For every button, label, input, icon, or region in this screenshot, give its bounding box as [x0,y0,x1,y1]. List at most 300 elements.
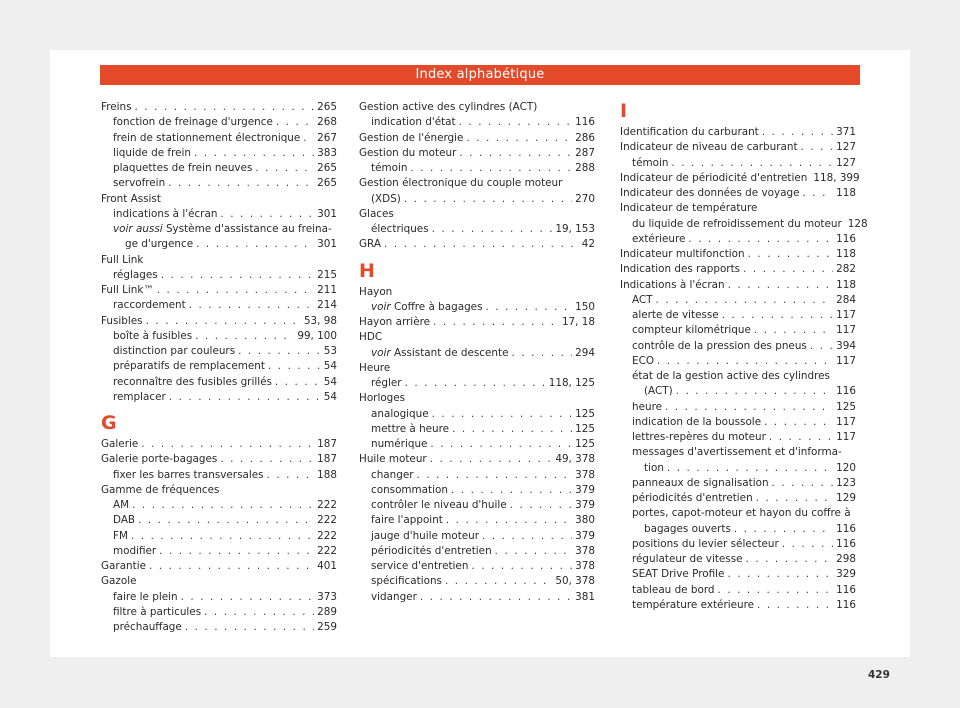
index-entry-term [101,484,219,496]
index-entry-term [113,268,158,283]
index-entry-text: Hayon arrière [359,316,431,328]
index-entry-text: Huile moteur [359,453,427,466]
dot-leader [810,339,833,354]
index-entry-page: 383 [317,146,337,159]
dot-leader [181,590,315,605]
index-entry [101,483,337,498]
index-entry-text: Indications à l'écran [620,278,725,291]
index-entry-text: AM [113,499,130,511]
index-entry-term [113,329,192,344]
index-entry-text: témoin [632,156,669,169]
index-entry [359,346,595,361]
index-entry-term [113,344,235,359]
index-entry [359,192,595,207]
dot-leader [267,468,315,483]
index-entry [620,537,856,552]
dot-leader [189,298,314,313]
index-entry-text: périodicités d'entretien [632,492,753,504]
index-entry-text: frein de stationnement électronique [113,131,301,144]
index-entry-text: Indicateur des données de voyage [620,187,800,199]
index-column-2 [359,100,595,605]
index-entry [101,268,337,283]
index-entry-page: 123 [836,476,856,489]
index-entry-term [101,100,132,115]
index-entry [359,483,595,498]
index-entry-term [632,232,685,247]
index-entry-page: 222 [317,499,337,511]
index-entry-term [359,131,463,146]
index-entry-term [632,308,719,323]
index-entry-text: DAB [113,514,136,527]
index-entry-term [632,476,769,491]
index-entry-text: Galerie porte-bagages [101,453,218,466]
index-entry-term [113,298,186,313]
index-entry-text: Système d'assistance au freina- [162,223,332,235]
index-entry-term [113,146,191,161]
index-entry-term [371,407,429,422]
index-entry [359,513,595,528]
index-entry-page: 116 [836,598,856,611]
index-entry-text: fixer les barres transversales [113,468,264,481]
dot-leader [727,567,833,582]
index-entry-text: boîte à fusibles [113,329,193,342]
index-entry [101,207,337,222]
index-entry-page: 187 [317,438,337,450]
index-entry-text: état de la gestion active des cylindres [632,370,830,382]
index-entry [620,140,856,155]
index-entry-text: ge d'urgence [125,238,194,251]
index-entry [620,461,856,476]
index-entry-term [644,384,673,399]
index-entry-page: 329 [836,568,856,581]
index-entry-term [113,620,182,635]
dot-leader [194,146,314,161]
dot-leader [482,529,572,544]
index-entry-text: Gamme de fréquences [101,483,220,496]
index-entry [101,375,337,390]
index-entry-term [359,286,392,298]
index-entry [101,283,337,298]
index-section-letter: H [359,259,375,282]
index-entry [359,498,595,513]
index-entry-page: 267 [317,131,337,144]
index-entry-term [113,468,264,483]
index-entry-page: 53, 98 [303,314,337,327]
dot-leader [748,247,834,262]
dot-leader [195,329,294,344]
index-entry [620,476,856,491]
index-entry-term [371,529,479,544]
index-entry [101,437,337,452]
index-entry-term [359,315,430,330]
dot-leader [756,491,834,506]
index-section-letter: I [620,100,628,122]
index-entry-text: indication de la boussole [632,415,762,428]
dot-leader [665,400,833,415]
index-entry-page: 401 [317,560,337,572]
index-entry-term [125,237,193,252]
index-entry-text: lettres-repères du moteur [632,431,766,443]
index-entry [359,315,595,330]
index-entry-page: 373 [317,590,337,603]
index-entry-term [371,115,456,130]
index-entry-page: 117 [836,354,856,367]
index-entry-term [101,283,154,298]
index-entry-page: 378 [575,544,595,557]
index-entry-term [620,247,745,262]
index-entry-page: 394 [836,339,856,352]
index-entry [620,186,856,201]
index-entry-text: Hayon [359,285,393,298]
dot-leader [802,186,833,201]
index-entry-page: 118, 399 [813,171,860,184]
index-entry-text: consommation [371,483,448,496]
index-entry-page: 17, 18 [561,316,595,328]
index-entry-term [371,483,448,498]
index-entry [620,552,856,567]
index-entry-term [632,552,743,567]
index-entry-term [632,370,830,382]
index-entry [359,559,595,574]
index-entry [101,605,337,620]
dot-leader [657,354,833,369]
index-entry-term [371,161,407,176]
index-entry-term [371,346,508,361]
dot-leader [782,537,833,552]
index-column-3 [620,100,868,613]
index-entry-text: Coffre à bagages [390,300,483,313]
index-entry-term [632,537,779,552]
index-entry-term [113,605,201,620]
index-entry-page: 116 [575,116,595,129]
dot-leader [430,437,572,452]
index-entry-page: 298 [836,553,856,565]
dot-leader [410,161,572,176]
dot-leader [238,344,321,359]
index-entry-page: 127 [836,156,856,169]
index-entry-term [113,131,300,146]
index-entry-page: 19, 153 [555,223,595,235]
index-entry-page: 116 [836,583,856,596]
index-entry [620,354,856,369]
dot-leader [417,468,573,483]
index-entry-text: vidanger [371,590,417,603]
index-entry-term [632,339,807,354]
index-entry-page: 54 [323,375,337,388]
dot-leader [204,605,314,620]
index-entry [620,339,856,354]
index-entry-text: (ACT) [644,385,673,398]
index-entry [359,115,595,130]
index-entry-page: 222 [317,514,337,527]
index-entry [101,314,337,329]
dot-leader [688,232,833,247]
index-entry [101,131,337,146]
index-entry [359,544,595,559]
index-entry-term [113,390,166,405]
index-entry-page: 117 [836,431,856,443]
index-entry [101,161,337,176]
index-entry [620,491,856,506]
index-entry [359,330,595,345]
index-entry-page: 116 [836,232,856,245]
index-entry-text: positions du levier sélecteur [632,537,779,550]
index-entry [359,407,595,422]
index-entry-text: portes, capot-moteur et hayon du coffre à [632,507,851,520]
dot-leader [157,283,314,298]
index-entry [620,415,856,430]
dot-leader [384,237,579,252]
index-entry [359,529,595,544]
index-entry-term [632,598,754,613]
index-entry [359,161,595,176]
index-entry-term [101,193,161,205]
index-entry-text: réglages [113,268,158,281]
index-entry-page: 117 [836,324,856,337]
dot-leader [772,476,834,491]
dot-leader [149,559,314,574]
index-entry-term [632,217,842,232]
index-entry-page: 53 [323,345,337,357]
index-entry [359,437,595,452]
dot-leader [451,483,572,498]
index-entry-term [371,376,402,391]
index-entry-text: modifier [113,544,157,557]
dot-leader [452,422,572,437]
index-entry [101,559,337,574]
index-entry-term [632,446,842,458]
index-entry [101,344,337,359]
index-entry [101,253,337,268]
see-also-label: voir aussi [113,223,163,235]
index-entry-text: Horloges [359,392,406,405]
index-entry-page: 270 [575,192,595,205]
dot-leader [196,237,314,252]
index-entry-text: du liquide de refroidissement du moteur [632,217,842,230]
index-entry-text: FM [113,529,128,542]
index-entry-text: Fusibles [101,314,143,327]
dot-leader [495,544,573,559]
index-entry [620,262,856,277]
dot-leader [445,574,552,589]
index-entry-text: préparatifs de remplacement [113,360,265,373]
index-entry-text: tion [644,461,664,474]
index-entry-page: 294 [575,346,595,359]
index-entry-page: 118, 125 [548,377,595,389]
index-entry-term [359,452,427,467]
index-entry-page: 215 [317,268,337,281]
index-entry [620,323,856,338]
dot-leader [185,620,314,635]
dot-leader [466,131,572,146]
dot-leader [275,375,321,390]
index-entry-term [620,186,799,201]
index-entry-text: liquide de frein [113,146,191,159]
index-entry-text: régler [371,377,402,389]
index-entry-text: heure [632,400,662,413]
index-entry [359,285,595,300]
index-entry-text: faire le plein [113,590,178,603]
index-entry-term [620,278,725,293]
index-entry-page: 116 [836,537,856,550]
index-entry-page: 49, 378 [555,453,595,466]
index-entry [359,100,595,115]
dot-leader [276,115,314,130]
index-entry [620,278,856,293]
index-entry-page: 265 [317,101,337,113]
index-entry [620,232,856,247]
index-entry-term [359,177,562,189]
index-entry-page: 268 [317,116,337,129]
index-column-1 [101,100,337,635]
index-entry-page: 54 [323,390,337,403]
index-entry-term [620,202,757,214]
index-entry [101,192,337,207]
index-entry [620,400,856,415]
index-entry-page: 117 [836,415,856,428]
dot-leader [667,461,833,476]
index-entry-text: Full Link™ [101,284,154,296]
index-entry [620,369,856,384]
index-entry [101,100,337,115]
index-entry-term [620,171,807,186]
index-entry-page: 116 [836,385,856,398]
index-entry-page: 211 [317,284,337,296]
index-entry-text: remplacer [113,390,166,403]
index-entry-term [371,192,401,207]
index-entry-term [101,254,143,266]
index-entry-text: filtre à particules [113,605,202,618]
index-entry-page: 120 [836,461,856,474]
index-entry-page: 282 [836,263,856,276]
dot-leader [404,192,572,207]
dot-leader [433,315,559,330]
index-entry-text: Assistant de descente [390,346,509,359]
index-entry-page: 371 [836,126,856,138]
dot-leader [769,430,833,445]
index-entry-page: 288 [575,162,595,174]
index-entry-term [101,452,217,467]
index-entry-text: électriques [371,223,429,235]
index-entry-page: 116 [836,522,856,535]
index-page [50,50,910,681]
dot-leader [446,513,572,528]
index-entry [620,445,856,460]
index-entry-text: panneaux de signalisation [632,476,769,489]
index-entry [620,156,856,171]
index-entry-page: 125 [575,438,595,450]
index-entry-text: Indicateur de température [620,202,758,215]
index-entry [359,176,595,191]
index-entry-text: distinction par couleurs [113,345,236,357]
index-entry-term [371,498,507,513]
dot-leader [471,559,572,574]
index-entry-term [371,544,492,559]
index-entry-term [113,223,332,235]
index-entry-page: 54 [323,360,337,373]
index-entry [359,222,595,237]
index-entry-term [113,207,217,222]
index-entry-term [113,176,165,191]
index-entry-text: Gazole [101,575,137,588]
index-entry-text: Indicateur de périodicité d'entretien [620,171,808,184]
index-entry-term [632,430,766,445]
dot-leader [405,376,546,391]
index-entry-page: 222 [317,529,337,542]
dot-leader [432,222,553,237]
index-entry [620,171,860,186]
index-entry-page: 125 [836,400,856,413]
index-entry-term [359,101,537,113]
dot-leader [762,125,833,140]
dot-leader [161,268,314,283]
index-entry-page: 128 [847,217,868,230]
index-entry-text: numérique [371,438,428,450]
index-entry [359,146,595,161]
index-entry-page: 379 [575,483,595,496]
index-entry-text: compteur kilométrique [632,324,751,337]
index-entry-page: 150 [575,300,595,313]
index-entry-text: tableau de bord [632,583,715,596]
index-entry-term [632,400,662,415]
index-entry-term [632,491,753,506]
index-entry-term [371,574,442,589]
index-entry [620,598,856,613]
index-entry [359,391,595,406]
index-entry [101,513,337,528]
dot-leader [141,437,314,452]
index-entry-term [113,359,265,374]
index-entry-text: ECO [632,354,654,367]
dot-leader [303,131,314,146]
index-entry-page: 118 [836,248,856,260]
index-entry-term [632,567,724,582]
index-entry-text: Gestion de l'énergie [359,131,464,144]
index-entry-term [113,590,178,605]
index-entry-page: 214 [317,299,337,312]
dot-leader [430,452,553,467]
page-header: Index alphabétique [100,65,860,85]
index-entry-term [371,468,414,483]
index-entry-text: Glaces [359,207,394,220]
index-entry-page: 125 [575,422,595,435]
index-entry-text: fonction de freinage d'urgence [113,116,273,129]
index-entry-term [113,498,129,513]
index-entry [620,430,856,445]
index-entry-text: GRA [359,238,381,251]
index-entry-text: périodicités d'entretien [371,544,492,557]
index-entry [359,237,595,252]
index-entry [359,422,595,437]
index-entry-text: Indicateur de niveau de carburant [620,141,798,154]
index-entry-term [371,513,443,528]
index-entry-text: température extérieure [632,598,755,611]
index-entry-page: 287 [575,146,595,159]
index-entry-term [632,293,653,308]
index-entry [101,529,337,544]
index-entry-text: jauge d'huile moteur [371,529,480,542]
index-entry [101,390,337,405]
dot-leader [754,323,833,338]
index-entry-page: 289 [317,605,337,618]
dot-leader [459,115,573,130]
index-entry-text: Identification du carburant [620,126,759,138]
dot-leader [746,552,834,567]
index-entry-term [359,237,381,252]
index-entry [620,217,868,232]
index-entry-page: 379 [575,529,595,542]
dot-leader [138,513,314,528]
